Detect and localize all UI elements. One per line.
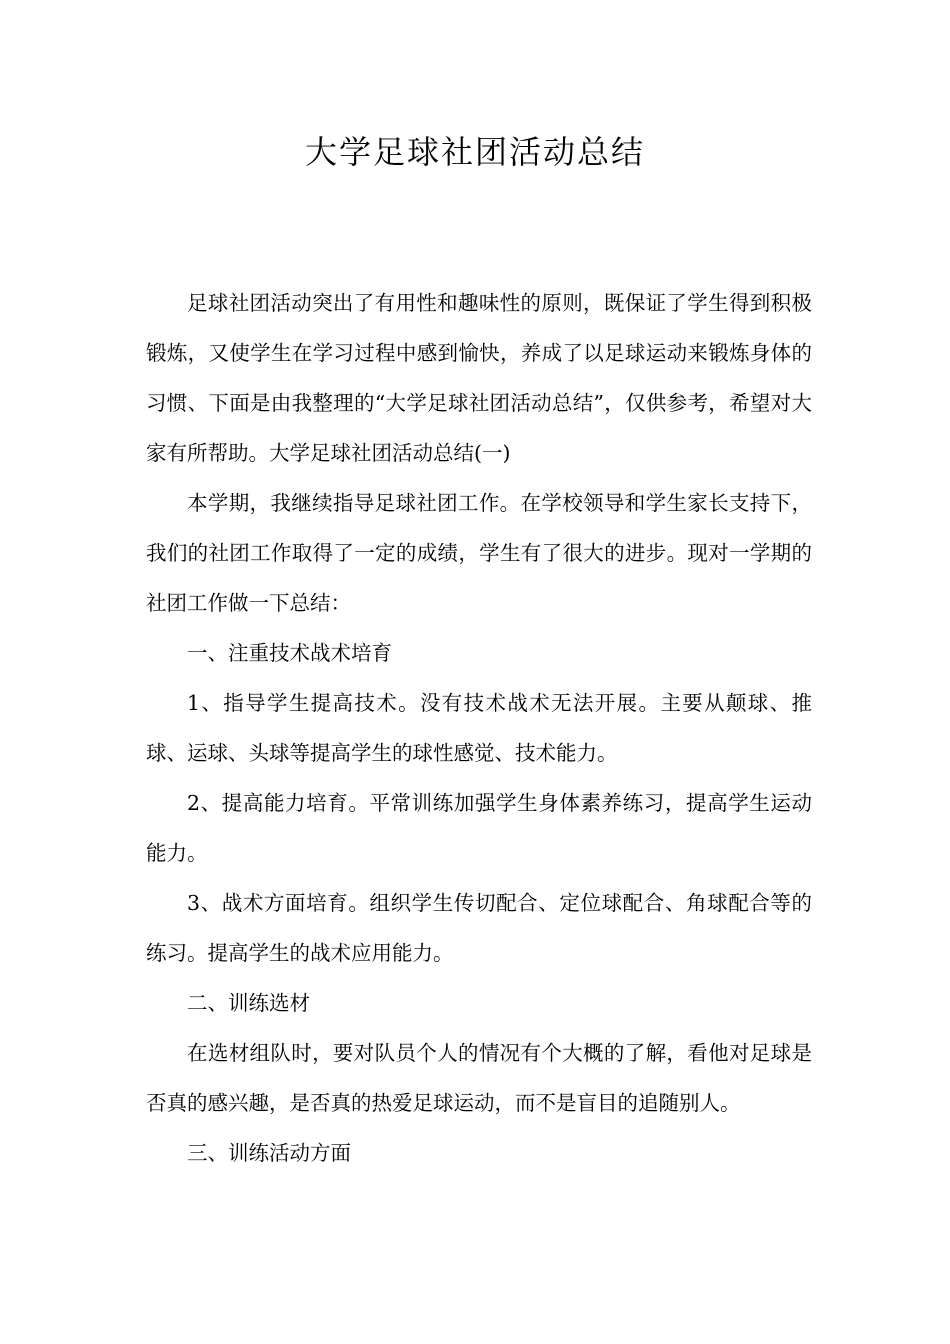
- paragraph-item-3: 3、战术方面培育。组织学生传切配合、定位球配合、角球配合等的练习。提高学生的战术应用能力。: [146, 891, 812, 965]
- section-heading-selection: 二、训练选材: [187, 991, 310, 1015]
- section-heading-tech-tactics: 一、注重技术战术培育: [187, 641, 392, 665]
- document-body: [146, 278, 812, 1178]
- paragraph-item-2: 2、提高能力培育。平常训练加强学生身体素养练习，提高学生运动能力。: [146, 791, 812, 865]
- document-title: 大学足球社团活动总结: [304, 133, 645, 171]
- paragraph-semester-summary: 本学期，我继续指导足球社团工作。在学校领导和学生家长支持下，我们的社团工作取得了一定的成绩，学生有了很大的进步。现对一学期的社团工作做一下总结：: [146, 491, 812, 615]
- paragraph-intro: 足球社团活动突出了有用性和趣味性的原则，既保证了学生得到积极锻炼，又使学生在学习过程中感到愉快，养成了以足球运动来锻炼身体的习惯、下面是由我整理的“大学足球社团活动总结”，仅供参考，希望对大家有所帮助。大学足球社团活动总结(一): [146, 291, 812, 465]
- paragraph-selection: 在选材组队时，要对队员个人的情况有个大概的了解，看他对足球是否真的感兴趣，是否真的热爱足球运动，而不是盲目的追随别人。: [146, 1041, 812, 1115]
- paragraph-item-1: 1、指导学生提高技术。没有技术战术无法开展。主要从颠球、推球、运球、头球等提高学生的球性感觉、技术能力。: [146, 691, 812, 765]
- section-heading-activities: 三、训练活动方面: [187, 1141, 351, 1165]
